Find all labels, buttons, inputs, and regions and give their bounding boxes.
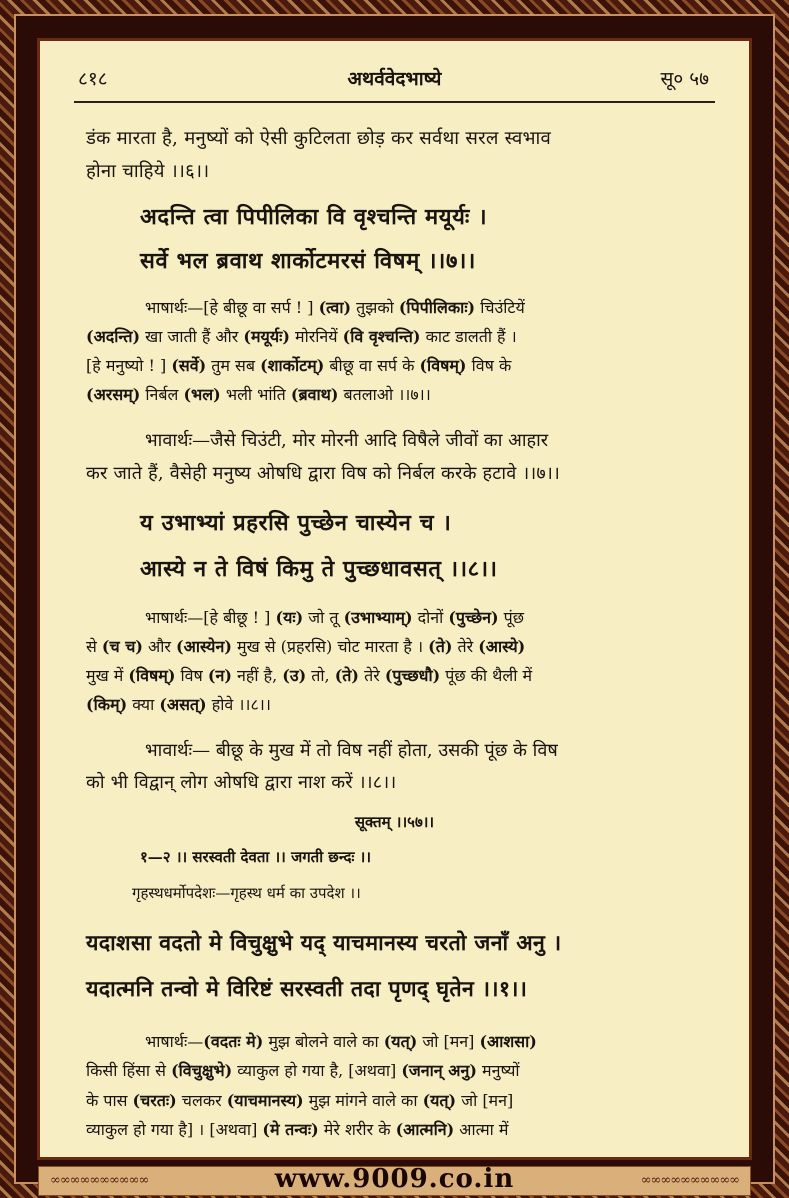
text-line: होना चाहिये ।।६।।: [86, 161, 210, 182]
ornament-left-icon: ∞∞∞∞∞∞∞∞∞∞: [50, 1173, 149, 1188]
footer-website-link[interactable]: www.9009.co.in: [274, 1164, 515, 1194]
devata-line: १—२ ।। सरस्वती देवता ।। जगती छन्दः ।।: [140, 848, 372, 866]
header-rule: [74, 101, 715, 103]
padartha-line: (किम्) क्या (असत्) होवे ।।८।।: [86, 695, 271, 714]
bhavartha-line: कर जाते हैं, वैसेही मनुष्य ओषधि द्वारा विष को निर्बल करके हटावे ।।७।।: [86, 463, 561, 484]
ornament-right-icon: ∞∞∞∞∞∞∞∞∞∞: [640, 1173, 739, 1188]
page-title: अथर्ववेदभाष्ये: [347, 68, 442, 90]
mantra-line: यदाशसा वदतो मे विचुक्षुभे यद् याचमानस्य चरतो जनाँ अनु ।: [86, 931, 562, 956]
sukta-end: सूक्तम् ।।५७।।: [354, 813, 435, 831]
bhavartha-line: भावार्थः— बीछू के मुख में तो विष नहीं होता, उसकी पूंछ के विष: [145, 740, 558, 761]
text-line: डंक मारता है, मनुष्यों को ऐसी कुटिलता छोड़ कर सर्वथा सरल स्वभाव: [86, 128, 552, 149]
mantra-line: यदात्मनि तन्वो मे विरिष्टं सरस्वती तदा पृणद् घृतेन ।।१।।: [86, 977, 528, 1002]
scanned-page: [37, 38, 752, 1160]
mantra-line: सर्वे भल ब्रवाथ शार्कोटमरसं विषम् ।।७।।: [140, 248, 476, 274]
padartha-line: भाषार्थः—[हे बीछू ! ] (यः) जो तू (उभाभ्याम्) दोनों (पुच्छेन) पूंछ: [145, 608, 524, 627]
padartha-line: (अरसम्) निर्बल (भल) भली भांति (ब्रवाथ) बतलाओ ।।७।।: [86, 385, 431, 404]
subject-line: गृहस्थधर्मोपदेशः—गृहस्थ धर्म का उपदेश ।।: [132, 884, 361, 902]
bhavartha-line: भावार्थः—जैसे चिउंटी, मोर मोरनी आदि विषैले जीवों का आहार: [145, 430, 549, 451]
padartha-line: के पास (चरतः) चलकर (याचमानस्य) मुझ मांगने वाले का (यत्) जो [मन]: [86, 1091, 514, 1110]
mantra-line: य उभाभ्यां प्रहरसि पुच्छेन चास्येन च ।: [140, 510, 452, 536]
mantra-line: अदन्ति त्वा पिपीलिका वि वृश्चन्ति मयूर्यः ।: [140, 204, 488, 230]
padartha-line: किसी हिंसा से (विचुक्षुभे) व्याकुल हो गया है, [अथवा] (जनान् अनु) मनुष्यों: [86, 1061, 520, 1080]
padartha-line: व्याकुल हो गया है] । [अथवा] (मे तन्वः) मेरे शरीर के (आत्मनि) आत्मा में: [86, 1120, 509, 1139]
mantra-line: आस्ये न ते विषं किमु ते पुच्छधावसत् ।।८।।: [140, 556, 498, 582]
padartha-line: भाषार्थः—(वदतः मे) मुझ बोलने वाले का (यत्) जो [मन] (आशसा): [145, 1032, 537, 1051]
bhavartha-line: को भी विद्वान् लोग ओषधि द्वारा नाश करें ।।८।।: [86, 772, 397, 793]
padartha-line: [हे मनुष्यो ! ] (सर्वे) तुम सब (शार्कोटम्) बीछू वा सर्प के (विषम्) विष के: [86, 356, 512, 375]
padartha-line: भाषार्थः—[हे बीछू वा सर्प ! ] (त्वा) तुझको (पिपीलिकाः) चिउंटियें: [145, 298, 525, 317]
padartha-line: (अदन्ति) खा जाती हैं और (मयूर्यः) मोरनियें (वि वृश्चन्ति) काट डालती हैं ।: [86, 327, 517, 346]
padartha-line: मुख में (विषम्) विष (न) नहीं है, (उ) तो, (ते) तेरे (पुच्छधौ) पूंछ की थैली में: [86, 666, 533, 685]
padartha-line: से (च च) और (आस्येन) मुख से (प्रहरसि) चोट मारता है । (ते) तेरे (आस्ये): [86, 637, 526, 656]
sukta-number: सू० ५७: [660, 68, 709, 90]
page-number: ८१८: [78, 68, 108, 90]
